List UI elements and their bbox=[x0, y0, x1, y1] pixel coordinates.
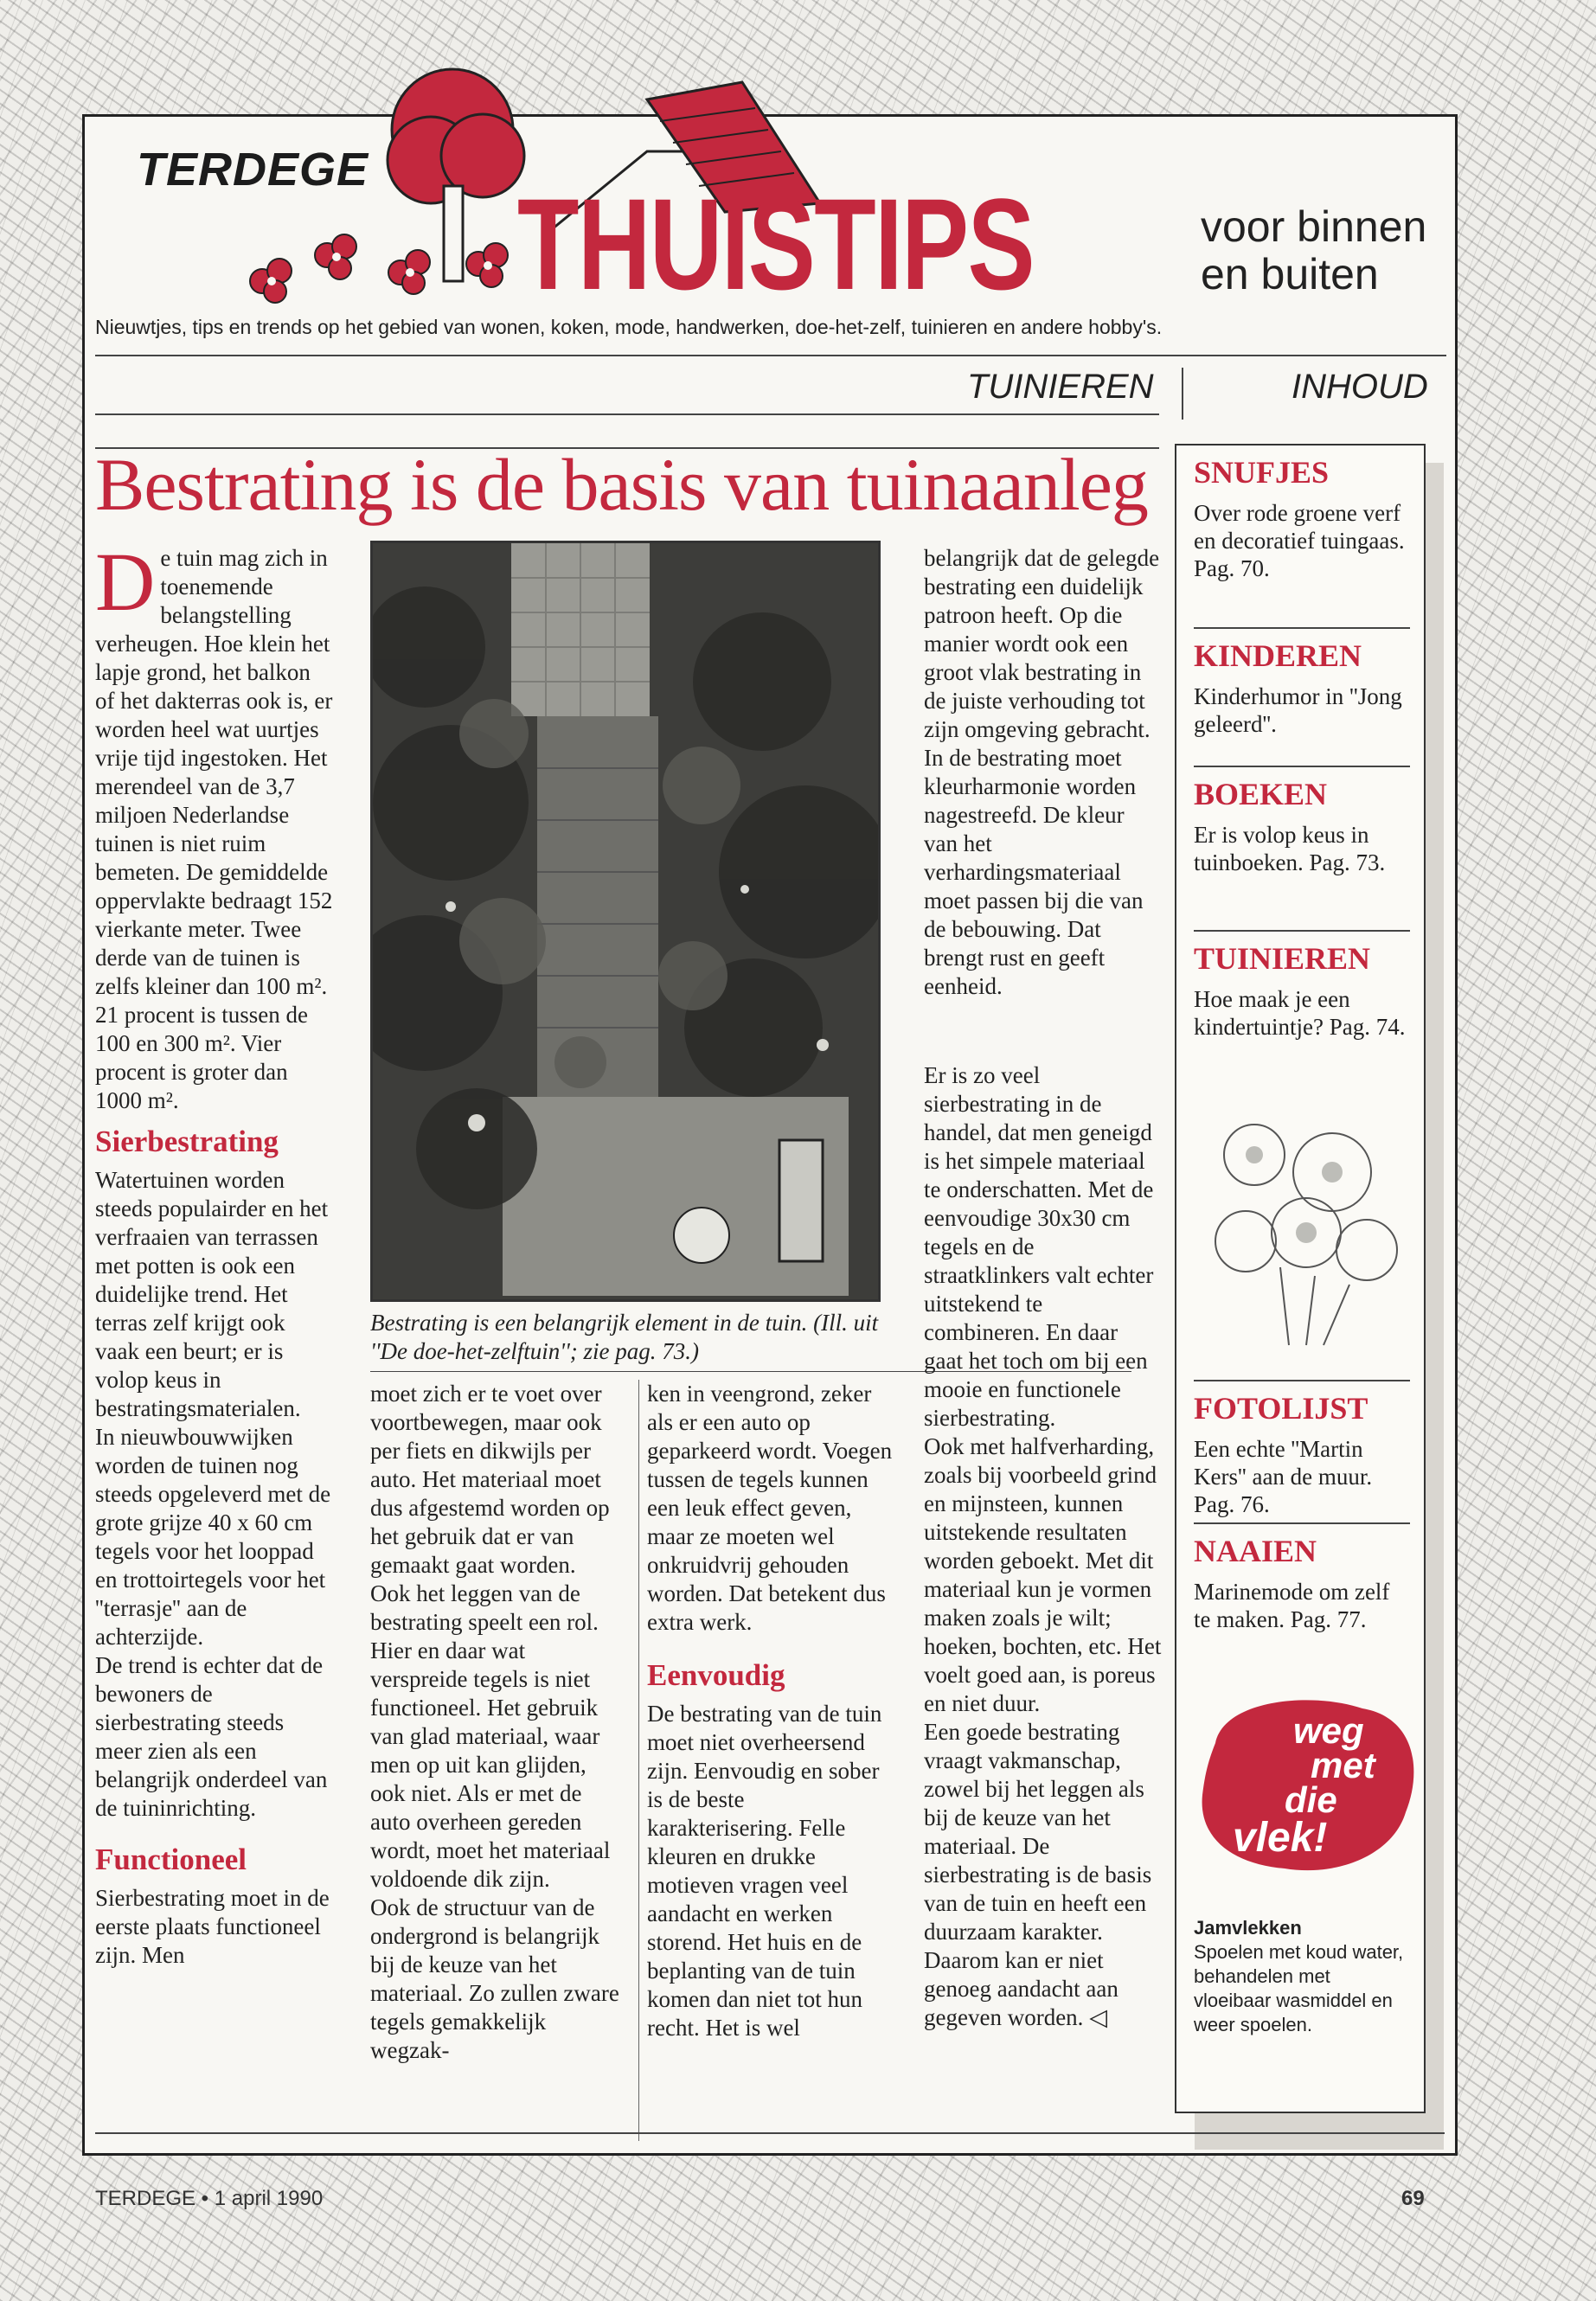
contents-heading: BOEKEN bbox=[1194, 777, 1328, 811]
contents-heading: TUINIEREN bbox=[1194, 941, 1371, 976]
stain-tip bbox=[1194, 1916, 1410, 2037]
paragraph: Watertuinen worden steeds populairder en het verfraaien van terrassen met potten is ook een duidelijke trend. Het terras zelf krijgt ook vaak een beurt; er is volop keus in bestratingsmaterialen. bbox=[95, 1167, 329, 1421]
contents-item[interactable] bbox=[1194, 776, 1410, 876]
contents-divider bbox=[1194, 1380, 1410, 1381]
article-column-2 bbox=[370, 1380, 621, 2065]
paragraph: belangrijk dat de gelegde bestrating een duidelijk patroon heeft. Op die manier wordt ook een groot vlak bestrating in de juiste verhouding tot zijn omgeving gebracht. In de bestrating moet kleurharmonie worden nagestreefd. De kleur van het verhardingsmateriaal moet passen bij die van de bebouwing. Dat brengt rust en geeft eenheid. bbox=[924, 545, 1160, 999]
contents-text: Over rode groene verf en decoratief tuingaas. Pag. 70. bbox=[1194, 500, 1405, 581]
contents-heading: FOTOLIJST bbox=[1194, 1391, 1368, 1426]
contents-divider bbox=[1194, 627, 1410, 629]
contents-heading: SNUFJES bbox=[1194, 455, 1330, 490]
flower-bouquet-illustration bbox=[1194, 1103, 1419, 1362]
paragraph: Een goede bestrating vraagt vakmanschap, zowel bij het leggen als bij de keuze van het materiaal. De sierbestrating is de basis van de tuin en heeft een duurzaam karakter. Daarom kan er niet genoeg aandacht aan gegeven worden. ◁ bbox=[924, 1719, 1152, 2030]
paragraph: In nieuwbouwwijken worden de tuinen nog steeds opgeleverd met de grote grijze 40 x 60 cm tegels voor het looppad en trottoirtegels voor het ''terrasje'' aan de achterzijde. bbox=[95, 1424, 331, 1650]
contents-divider bbox=[1194, 1522, 1410, 1524]
end-mark-icon: ◁ bbox=[1089, 2004, 1107, 2030]
subtitle-line1: voor binnen bbox=[1201, 202, 1427, 251]
page-title: THUISTIPS bbox=[517, 171, 1035, 317]
contents-item[interactable] bbox=[1194, 1533, 1410, 1633]
photo-caption: Bestrating is een belangrijk element in de tuin. (Ill. uit ''De doe-het-zelftuin''; zie pag. 73.) bbox=[370, 1310, 879, 1364]
subtitle-line2: en buiten bbox=[1201, 250, 1379, 298]
drop-cap: D bbox=[95, 535, 156, 628]
stain-badge-line1: weg bbox=[1293, 1710, 1364, 1751]
section-rule bbox=[95, 413, 1159, 415]
contents-item[interactable] bbox=[1194, 1390, 1410, 1518]
stain-badge-line4: vlek! bbox=[1233, 1815, 1328, 1861]
flowers-decoration-icon bbox=[232, 221, 517, 316]
paragraph: Sierbestrating moet in de eerste plaats functioneel zijn. Men bbox=[95, 1885, 330, 1968]
contents-divider bbox=[1194, 766, 1410, 767]
paragraph: De trend is echter dat de bewoners de sierbestrating steeds meer zien als een belangrijk onderdeel van de tuininrichting. bbox=[95, 1652, 328, 1821]
section-label: TUINIEREN bbox=[967, 368, 1154, 406]
column-rule bbox=[638, 1380, 639, 2141]
label-separator bbox=[1182, 368, 1183, 420]
paragraph: Ook de structuur van de ondergrond is belangrijk bij de keuze van het materiaal. Zo zullen zware tegels gemakkelijk wegzak- bbox=[370, 1894, 619, 2063]
paragraph: Ook met halfverharding, zoals bij voorbeeld grind en mijnsteen, kunnen uitstekende resultaten worden geboekt. Met dit materiaal kun je vormen maken zoals je wilt; hoeken, bochten, etc. Het voelt goed aan, is poreus en niet duur. bbox=[924, 1433, 1162, 1716]
contents-item[interactable] bbox=[1194, 454, 1410, 582]
header-divider bbox=[95, 355, 1446, 356]
paragraph: ken in veengrond, zeker als er een auto op geparkeerd wordt. Voegen tussen de tegels kunnen een leuk effect geven, maar ze moeten wel onkruidvrij gehouden worden. Dat betekent dus extra werk. bbox=[647, 1381, 893, 1635]
contents-text: Een echte ''Martin Kers'' aan de muur. Pag. 76. bbox=[1194, 1436, 1373, 1517]
contents-label: INHOUD bbox=[1292, 368, 1428, 406]
tip-title: Jamvlekken bbox=[1194, 1917, 1302, 1939]
footer-rule bbox=[95, 2132, 1445, 2134]
footer-issue: TERDEGE • 1 april 1990 bbox=[95, 2187, 324, 2210]
article-headline: Bestrating is de basis van tuinaanleg bbox=[95, 443, 1148, 526]
paragraph: De bestrating van de tuin moet niet overheersend zijn. Eenvoudig en sober is de beste karakterisering. Felle kleuren en drukke motieven vragen veel aandacht en werken storend. Het huis en de beplanting van de tuin komen dan niet tot hun recht. Het is wel bbox=[647, 1701, 882, 2041]
article-column-4 bbox=[924, 544, 1162, 2032]
article-column-3 bbox=[647, 1380, 894, 2042]
stain-badge-line3: die bbox=[1285, 1779, 1337, 1820]
article-column-1 bbox=[95, 535, 333, 1970]
page-sheet bbox=[82, 114, 1458, 2156]
strapline: Nieuwtjes, tips en trends op het gebied van wonen, koken, mode, handwerken, doe-het-zelf, tuinieren en andere hobby's. bbox=[95, 316, 1163, 338]
contents-item[interactable] bbox=[1194, 940, 1410, 1041]
paragraph: De tuin mag zich in toenemende belangstelling verheugen. Hoe klein het lapje grond, het balkon of het dakterras ook is, er worden heel wat uurtjes vrije tijd ingestoken. Het merendeel van de 3,7 miljoen Nederlandse tuinen is niet ruim bemeten. De gemiddelde oppervlakte bedraagt 152 vierkante meter. Twee derde van de tuinen is zelfs kleiner dan 100 m². 21 procent is tussen de 100 en 300 m². Vier procent is groter dan 1000 m². bbox=[95, 535, 333, 1113]
stain-badge bbox=[1189, 1691, 1423, 1890]
brand-name: TERDEGE bbox=[137, 144, 369, 195]
contents-heading: KINDEREN bbox=[1194, 638, 1362, 673]
stain-badge-line2: met bbox=[1311, 1745, 1375, 1785]
garden-photo bbox=[370, 541, 881, 1302]
subheading-sierbestrating: Sierbestrating bbox=[95, 1125, 279, 1158]
subtitle bbox=[1201, 203, 1426, 298]
garden-aerial-image bbox=[373, 543, 881, 1302]
contents-text: Kinderhumor in ''Jong geleerd''. bbox=[1194, 683, 1402, 737]
subheading-eenvoudig: Eenvoudig bbox=[647, 1658, 785, 1692]
contents-heading: NAAIEN bbox=[1194, 1534, 1317, 1568]
contents-divider bbox=[1194, 930, 1410, 932]
contents-text: Er is volop keus in tuinboeken. Pag. 73. bbox=[1194, 822, 1386, 875]
page-number: 69 bbox=[1401, 2187, 1425, 2210]
contents-sidebar bbox=[1175, 444, 1426, 2113]
tip-text: Spoelen met koud water, behandelen met vloeibaar wasmiddel en weer spoelen. bbox=[1194, 1941, 1404, 2035]
contents-item[interactable] bbox=[1194, 638, 1410, 738]
subheading-functioneel: Functioneel bbox=[95, 1843, 247, 1876]
contents-text: Hoe maak je een kindertuintje? Pag. 74. bbox=[1194, 986, 1406, 1040]
paragraph: moet zich er te voet over voortbewegen, maar ook per fiets en dikwijls per auto. Het materiaal moet dus afgestemd worden op het gebruik dat er van gemaakt gaat worden. Ook het leggen van de bestrating speelt een rol. Hier en daar wat verspreide tegels is niet functioneel. Het gebruik van glad materiaal, waar men op uit kan glijden, ook niet. Als er met de auto overheen gereden wordt, moet het materiaal voldoende dik zijn. bbox=[370, 1381, 611, 1892]
contents-text: Marinemode om zelf te maken. Pag. 77. bbox=[1194, 1579, 1390, 1632]
paragraph: Er is zo veel sierbestrating in de handel, dat men geneigd is het simpele materiaal te onderschatten. Met de eenvoudige 30x30 cm tegels en de straatklinkers valt echter uitstekend te combineren. En daar gaat het toch om bij een mooie en functionele sierbestrating. bbox=[924, 1062, 1154, 1431]
